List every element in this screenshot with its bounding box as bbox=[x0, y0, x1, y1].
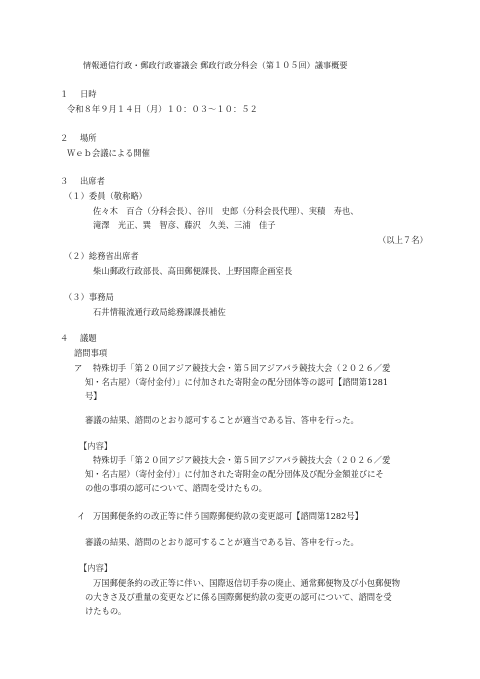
item-i-label: イ bbox=[77, 511, 86, 521]
item-a-line-2: 知・名古屋）（寄付金付）」に付加された寄附金の配分団体等の認可【諮問第1281 bbox=[85, 377, 389, 387]
item-a-line-1: 特殊切手「第２０回アジア競技大会・第５回アジアパラ競技大会（２０２６／愛 bbox=[93, 363, 391, 373]
item-a-line-3: 号】 bbox=[85, 391, 102, 401]
item-a-content-line-1: 特殊切手「第２０回アジア競技大会・第５回アジアパラ競技大会（２０２６／愛 bbox=[93, 455, 391, 465]
section-4-number: ４ bbox=[60, 333, 69, 343]
item-i-content-line-3: けたもの。 bbox=[85, 606, 127, 616]
section-3-heading: 出席者 bbox=[80, 176, 105, 186]
section-1-heading: 日時 bbox=[80, 89, 97, 99]
members-heading: （１）委員（敬称略） bbox=[64, 191, 147, 201]
item-a-content-line-3: の他の事項の認可について、諮問を受けたもの。 bbox=[85, 483, 267, 493]
ministry-attendees: 柴山郵政行政部長、高田郵便課長、上野国際企画室長 bbox=[93, 266, 293, 276]
section-2-number: ２ bbox=[60, 133, 69, 143]
item-a-result: 審議の結果、諮問のとおり認可することが適当である旨、答申を行った。 bbox=[85, 415, 359, 425]
consultation-label: 諮問事項 bbox=[74, 348, 108, 358]
meeting-datetime: 令和８年９月１４日（月）１０：０３〜１０：５２ bbox=[67, 104, 258, 114]
section-2-heading: 場所 bbox=[80, 133, 97, 143]
item-i-content-line-1: 万国郵便条約の改正等に伴い、国際返信切手券の廃止、通常郵便物及び小包郵便物 bbox=[93, 578, 400, 588]
item-a-label: ア bbox=[74, 363, 83, 373]
section-4-heading: 議題 bbox=[80, 333, 97, 343]
item-i-result: 審議の結果、諮問のとおり認可することが適当である旨、答申を行った。 bbox=[85, 537, 359, 547]
item-a-content-line-2: 知・名古屋）（寄付金付）」に付加された寄附金の配分団体及び配分金額並びにそ bbox=[85, 469, 384, 479]
item-i-content-label: 【内容】 bbox=[79, 563, 113, 573]
page-title: 情報通信行政・郵政行政審議会 郵政行政分科会（第１０５回）議事概要 bbox=[83, 60, 348, 70]
members-line-1: 佐々木 百合（分科会長）、谷川 史郎（分科会長代理）、実積 寿也、 bbox=[93, 206, 359, 216]
secretariat-heading: （３）事務局 bbox=[64, 292, 114, 302]
item-a-content-label: 【内容】 bbox=[79, 441, 113, 451]
meeting-venue: Ｗｅｂ会議による開催 bbox=[67, 148, 150, 158]
members-count: （以上７名） bbox=[378, 235, 428, 245]
section-3-number: ３ bbox=[60, 176, 69, 186]
item-i-content-line-2: の大きさ及び重量の変更などに係る国際郵便約款の変更の認可について、諮問を受 bbox=[85, 592, 392, 602]
members-line-2: 滝澤 光正、巽 智彦、藤沢 久美、三浦 佳子 bbox=[93, 220, 276, 230]
ministry-heading: （２）総務省出席者 bbox=[64, 251, 139, 261]
item-i-line-1: 万国郵便条約の改正等に伴う国際郵便約款の変更認可【諮問第1282号】 bbox=[93, 511, 364, 521]
section-1-number: １ bbox=[60, 89, 69, 99]
secretariat-attendee: 石井情報流通行政局総務課課長補佐 bbox=[93, 307, 226, 317]
